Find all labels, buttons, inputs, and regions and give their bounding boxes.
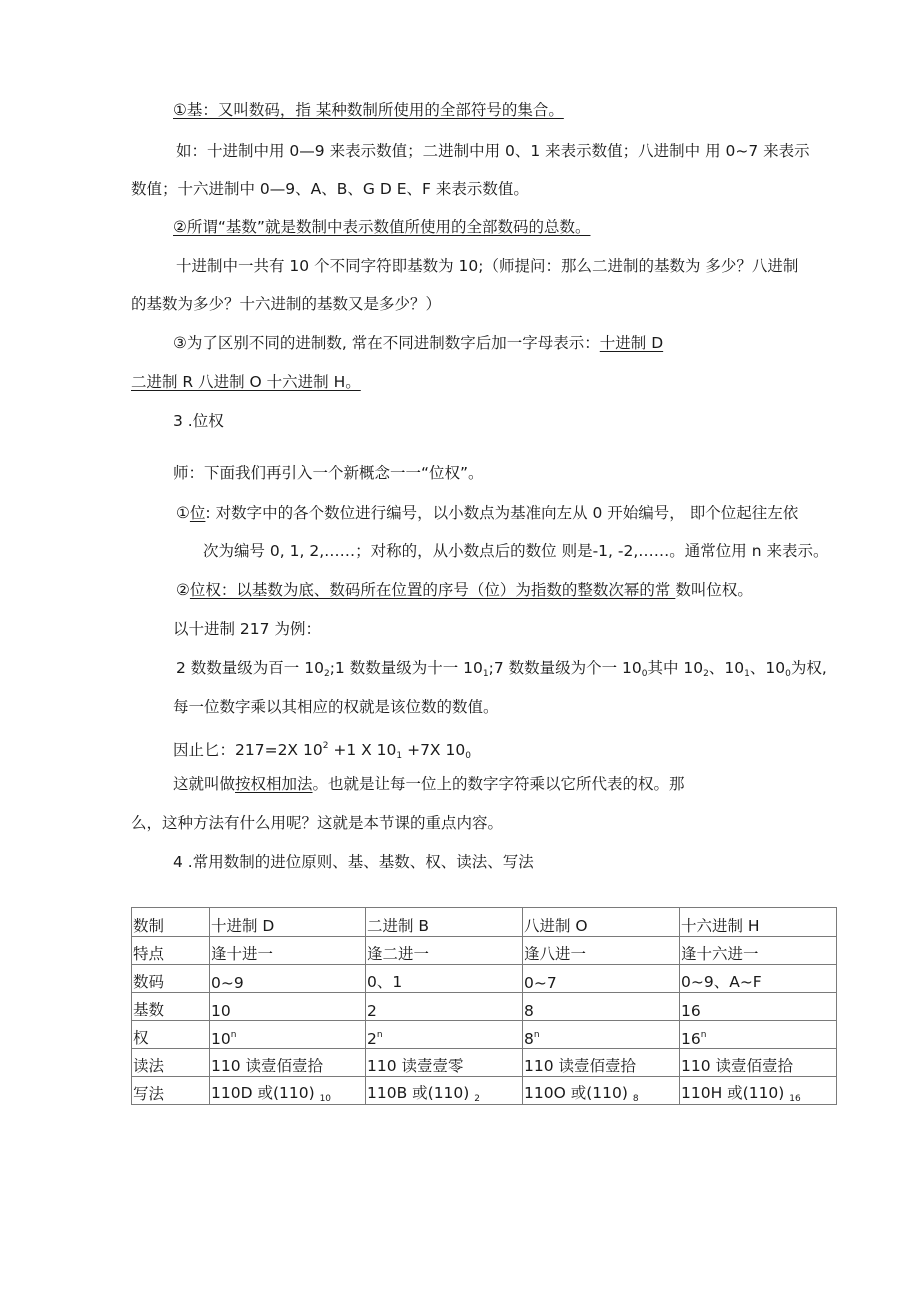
table-cell: 10 (210, 993, 366, 1021)
radix-question-line1: 十进制中一共有 10 个不同字符即基数为 10;（师提问：那么二进制的基数为 多少？八进制 (176, 257, 799, 275)
table-cell: 0~7 (523, 965, 680, 993)
table-cell: 110H 或(110) $_{16}$ (680, 1077, 837, 1105)
row-label: 写法 (132, 1077, 210, 1105)
row-label: 权 (132, 1021, 210, 1049)
weighted-sum-line2: 么，这种方法有什么用呢？这就是本节课的重点内容。 (131, 814, 504, 832)
table-cell: 10$^n$ (210, 1021, 366, 1049)
table-row (132, 965, 837, 993)
weight-term: 位权：以基数为底、数码所在位置的序号（位）为指数的整数次幂的常 (189, 581, 676, 599)
radix-question-line2: 的基数为多少？十六进制的基数又是多少？） (131, 295, 442, 313)
base-example-line1: 如：十进制中用 0—9 来表示数值；二进制中用 0、1 来表示数值；八进制中 用 0~7 来表示 (176, 142, 810, 160)
base-example-line2: 数值；十六进制中 0—9、A、B、G D E、F 来表示数值。 (131, 180, 529, 198)
magnitude-line2: 每一位数字乘以其相应的权就是该位数的数值。 (173, 698, 499, 716)
table-row (132, 908, 837, 937)
table-cell: 110 读壹佰壹拾 (680, 1049, 837, 1077)
table-cell: 八进制 O (523, 908, 680, 937)
example-intro: 以十进制 217 为例： (173, 620, 321, 638)
table-cell: 逢十进一 (210, 937, 366, 965)
suffix-letter-line1 (173, 333, 663, 353)
table-row (132, 1077, 837, 1105)
definition-radix (173, 217, 590, 237)
row-label: 特点 (132, 937, 210, 965)
definition-base (173, 100, 564, 120)
table-row (132, 993, 837, 1021)
table-cell: 16$^n$ (680, 1021, 837, 1049)
table-cell: 110 读壹壹零 (366, 1049, 523, 1077)
suffix-letter-line2 (131, 372, 361, 392)
table-cell: 16 (680, 993, 837, 1021)
table-cell: 2 (366, 993, 523, 1021)
number-system-table (131, 907, 837, 1105)
definition-base-text: ①基：又叫数码，指 某种数制所使用的全部符号的集合。 (173, 101, 564, 119)
suffix-letter-intro: ③为了区别不同的进制数, 常在不同进制数字后加一字母表示： (173, 334, 600, 352)
table-cell: 0、1 (366, 965, 523, 993)
table-cell: 110O 或(110) $_8$ (523, 1077, 680, 1105)
table-cell: 8 (523, 993, 680, 1021)
table-cell: 0~9、A~F (680, 965, 837, 993)
table-cell: 110 读壹佰壹拾 (210, 1049, 366, 1077)
table-cell: 逢十六进一 (680, 937, 837, 965)
table-row (132, 937, 837, 965)
row-label: 读法 (132, 1049, 210, 1077)
table-cell: 110B 或(110) $_2$ (366, 1077, 523, 1105)
section-heading-3: 3 .位权 (173, 412, 224, 430)
row-label: 数制 (132, 908, 210, 937)
table-cell: 逢二进一 (366, 937, 523, 965)
position-def-line2: 次为编号 0, 1, 2,……；对称的，从小数点后的数位 则是-1, -2,……。通常位用 n 来表示。 (203, 542, 829, 560)
weight-intro: 师：下面我们再引入一个新概念一一“位权”。 (173, 464, 484, 482)
table-cell: 110 读壹佰壹拾 (523, 1049, 680, 1077)
table-cell: 110D 或(110) $_{10}$ (210, 1077, 366, 1105)
table-cell: 0~9 (210, 965, 366, 993)
table-row (132, 1049, 837, 1077)
table-cell: 二进制 B (366, 908, 523, 937)
weight-def: ②位权：以基数为底、数码所在位置的序号（位）为指数的整数次幂的常 数叫位权。 (176, 581, 753, 599)
formula-line: 因止匕：217=2X $10^2 +1$ X $10_1 +7X$ $10_0$ (173, 741, 471, 761)
weighted-sum-term: 按权相加法 (235, 775, 313, 793)
magnitude-line: 2 数数量级为百一 $10_2;1$ 数数量级为十一 $10_1;7$ 数数量级为个一 $10_0$其中 $10_2$、$10_1$、$10_0$为权, (176, 659, 827, 679)
table-cell: 逢八进一 (523, 937, 680, 965)
table-cell: 十六进制 H (680, 908, 837, 937)
table-row (132, 1021, 837, 1049)
row-label: 基数 (132, 993, 210, 1021)
table-cell: 8$^n$ (523, 1021, 680, 1049)
position-term: 位 (189, 504, 206, 522)
section-heading-4: 4 .常用数制的进位原则、基、基数、权、读法、写法 (173, 853, 534, 871)
position-def-line1: ①位: 对数字中的各个数位进行编号，以小数点为基准向左从 0 开始编号， 即个位起往左依 (176, 504, 799, 522)
table-cell: 2$^n$ (366, 1021, 523, 1049)
table-cell: 十进制 D (210, 908, 366, 937)
suffix-decimal: 十进制 D (599, 334, 664, 352)
definition-radix-text: ②所谓“基数”就是数制中表示数值所使用的全部数码的总数。 (173, 218, 591, 236)
row-label: 数码 (132, 965, 210, 993)
suffix-others: 二进制 R 八进制 O 十六进制 H。 (131, 373, 361, 391)
weighted-sum-line1: 这就叫做按权相加法。也就是让每一位上的数字字符乘以它所代表的权。那 (173, 775, 685, 793)
